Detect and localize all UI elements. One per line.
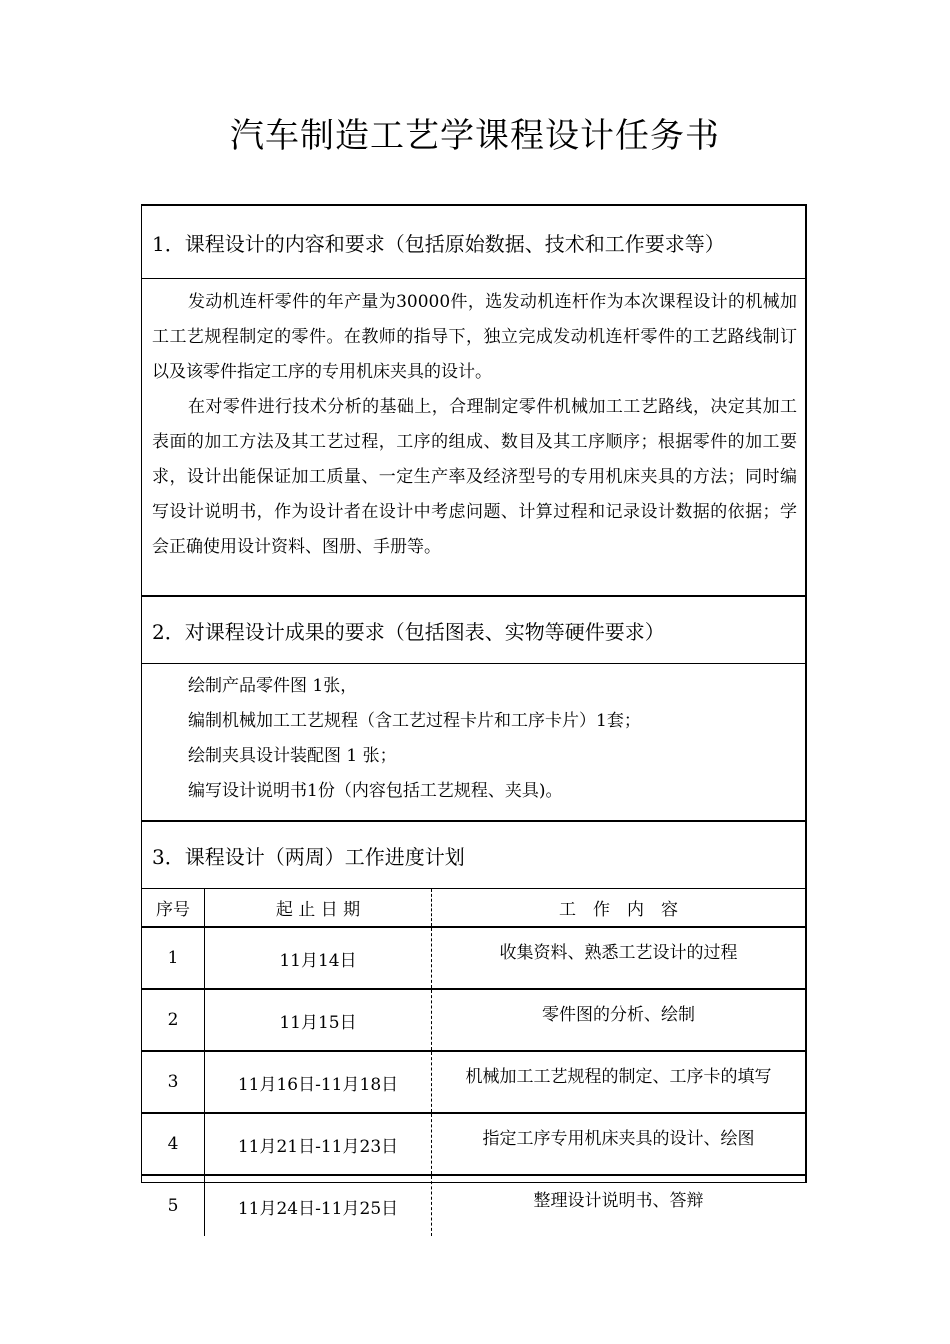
column-header-content: 工 作 内 容 xyxy=(432,889,806,927)
section-1-paragraph: 在对零件进行技术分析的基础上，合理制定零件机械加工工艺路线，决定其加工表面的加工方法及其工艺过程，工序的组成、数目及其工序顺序；根据零件的加工要求，设计出能保证加工质量、一定生产率及经济型号的专用机床夹具的方法；同时编写设计说明书，作为设计者在设计中考虑问题、计算过程和记录设计数据的依据；学会正确使用设计资料、图册、手册等。 xyxy=(152,397,797,557)
row-content: 指定工序专用机床夹具的设计、绘图 xyxy=(432,1113,806,1175)
section-3-heading: 3．课程设计（两周）工作进度计划 xyxy=(152,844,465,869)
row-no: 2 xyxy=(142,989,205,1051)
row-no: 4 xyxy=(142,1113,205,1175)
row-no: 3 xyxy=(142,1051,205,1113)
requirement-item: 绘制产品零件图 1张， xyxy=(188,676,358,696)
table-row xyxy=(142,1051,805,1113)
section-2-body xyxy=(142,669,805,809)
column-header-no: 序号 xyxy=(142,889,205,927)
task-form xyxy=(141,204,807,1219)
row-content: 整理设计说明书、答辩 xyxy=(533,1191,704,1211)
section-1-heading: 1．课程设计的内容和要求（包括原始数据、技术和工作要求等） xyxy=(152,231,725,256)
row-date: 11月21日-11月23日 xyxy=(205,1113,432,1175)
section-2-heading: 2．对课程设计成果的要求（包括图表、实物等硬件要求） xyxy=(152,619,665,644)
requirement-item: 编制机械加工工艺规程（含工艺过程卡片和工序卡片）1套； xyxy=(188,711,641,731)
section-1-paragraph: 发动机连杆零件的年产量为30000件，选发动机连杆作为本次课程设计的机械加工工艺规程制定的零件。在教师的指导下，独立完成发动机连杆零件的工艺路线制订以及该零件指定工序的专用机床夹具的设计。 xyxy=(152,292,797,382)
table-row xyxy=(142,1175,805,1236)
row-content: 机械加工工艺规程的制定、工序卡的填写 xyxy=(432,1051,806,1113)
row-content: 收集资料、熟悉工艺设计的过程 xyxy=(432,927,806,989)
row-date: 11月16日-11月18日 xyxy=(205,1051,432,1113)
row-date: 11月14日 xyxy=(205,927,432,989)
row-content: 零件图的分析、绘制 xyxy=(432,989,806,1051)
divider xyxy=(142,278,805,279)
requirement-item: 编写设计说明书1份（内容包括工艺规程、夹具)。 xyxy=(188,781,563,801)
schedule-table xyxy=(142,889,805,1236)
divider xyxy=(142,663,805,664)
table-row xyxy=(142,927,805,989)
column-header-date: 起 止 日 期 xyxy=(205,889,432,927)
section-1-body xyxy=(142,285,805,565)
row-no: 5 xyxy=(142,1175,205,1236)
table-row xyxy=(142,1113,805,1175)
row-date: 11月15日 xyxy=(205,989,432,1051)
row-date: 11月24日-11月25日 xyxy=(205,1175,432,1236)
row-no: 1 xyxy=(142,927,205,989)
requirement-item: 绘制夹具设计装配图 1 张； xyxy=(188,746,397,766)
table-row xyxy=(142,989,805,1051)
table-header-row xyxy=(142,889,805,927)
document-title: 汽车制造工艺学课程设计任务书 xyxy=(230,116,720,156)
